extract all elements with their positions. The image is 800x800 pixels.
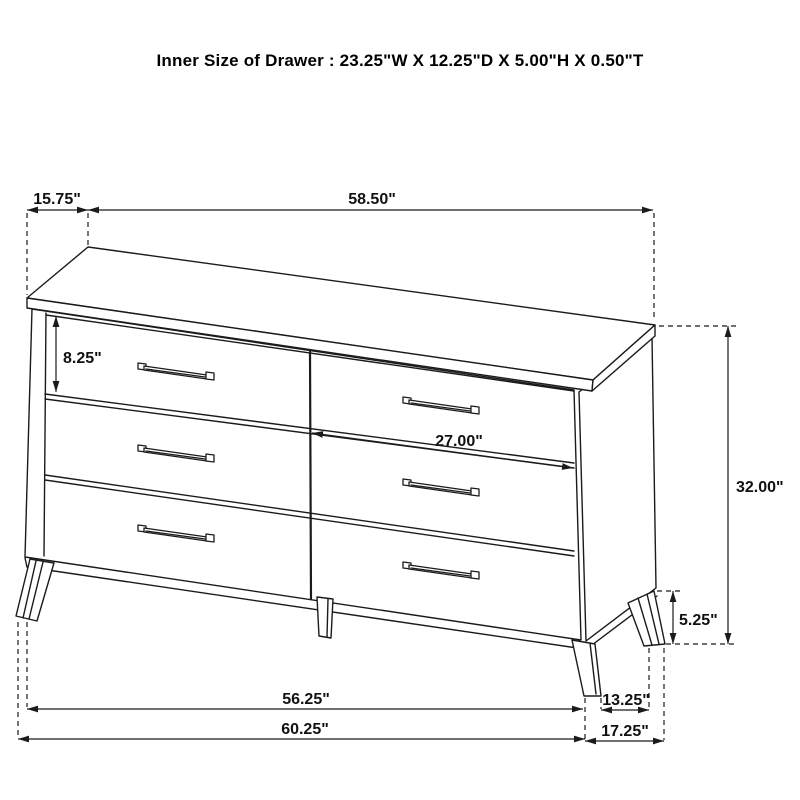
- dim-label-overall-width: 60.25": [281, 721, 329, 738]
- dim-label-side-leg-span: 13.25": [602, 692, 650, 709]
- front-left-leg: [16, 559, 54, 621]
- dim-label-leg-height: 5.25": [679, 612, 718, 629]
- dim-label-top-depth: 15.75": [33, 191, 81, 208]
- center-divider: [310, 352, 311, 599]
- dim-label-drawer-height: 8.25": [63, 350, 102, 367]
- dim-label-top-width: 58.50": [348, 191, 396, 208]
- middle-leg: [317, 597, 333, 638]
- dim-label-overall-height: 32.00": [736, 479, 784, 496]
- diagram-title: Inner Size of Drawer : 23.25"W X 12.25"D X 5.00"H X 0.50"T: [156, 51, 644, 70]
- dresser-drawing: [16, 247, 665, 696]
- dim-label-overall-depth: 17.25": [601, 723, 649, 740]
- dim-label-drawer-width: 27.00": [435, 433, 483, 450]
- dim-label-front-leg-span: 56.25": [282, 691, 330, 708]
- front-right-leg: [572, 640, 601, 696]
